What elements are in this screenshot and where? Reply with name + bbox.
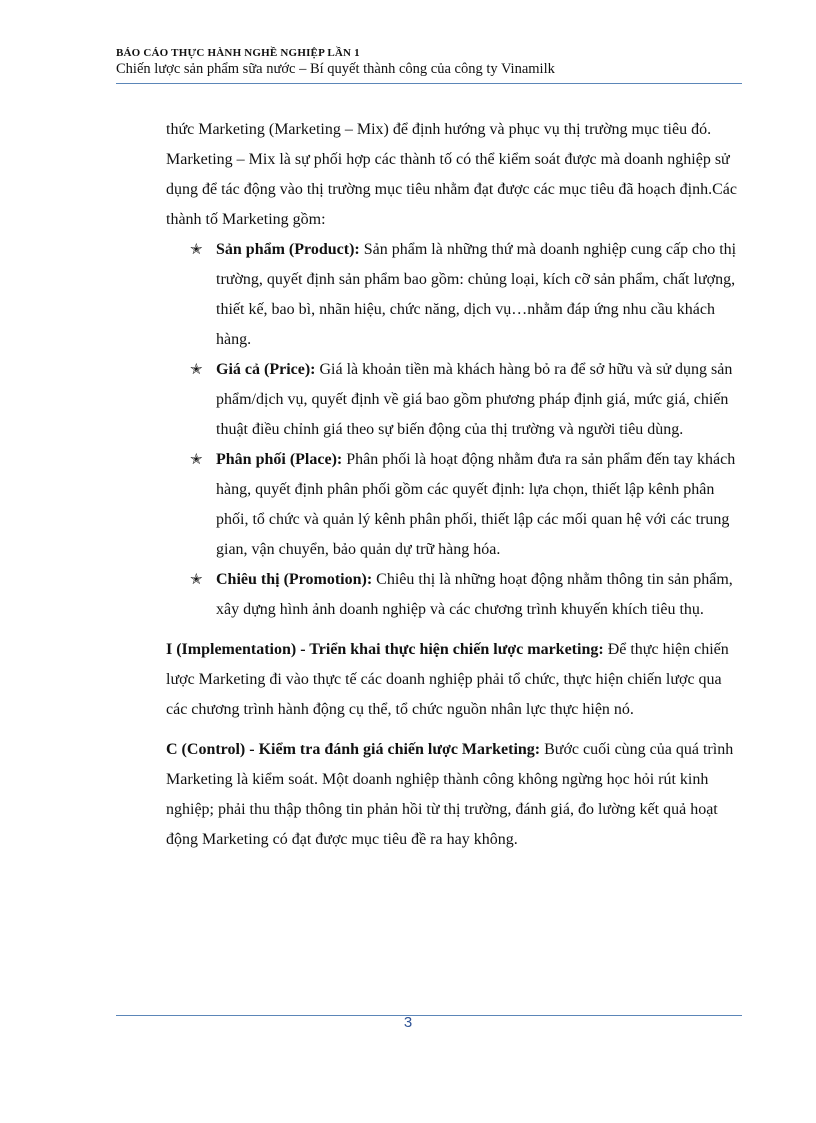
page-number: 3	[403, 1014, 413, 1031]
bullet-term: Giá cả (Price):	[216, 361, 316, 378]
intro-paragraph: thức Marketing (Marketing – Mix) để định hướng và phục vụ thị trường mục tiêu đó.	[166, 121, 712, 138]
list-item-price	[166, 355, 746, 445]
report-subtitle: Chiến lược sản phẩm sữa nước – Bí quyết thành công của công ty Vinamilk	[116, 61, 555, 77]
bullet-text: Sản phẩm là những thứ mà doanh nghiệp cung cấp cho thị trường, quyết định sản phẩm bao gồm: chủng loại, kích cỡ sản phẩm, chất lượng, thiết kế, bao bì, nhãn hiệu, chức năng, dịch vụ…nhằm đáp ứng nhu cầu khách hàng.	[216, 241, 737, 348]
bullet-term: Sản phẩm (Product):	[216, 241, 360, 258]
list-item-product	[166, 235, 746, 355]
header-divider	[116, 83, 742, 84]
bullet-text: Chiêu thị là những hoạt động nhằm thông tin sản phẩm, xây dựng hình ảnh doanh nghiệp và các chương trình khuyến khích tiêu thụ.	[216, 571, 733, 618]
control-term: C (Control) - Kiểm tra đánh giá chiến lược Marketing:	[166, 741, 541, 758]
implementation-paragraph	[166, 635, 746, 725]
implementation-term: I (Implementation) - Triển khai thực hiện chiến lược marketing:	[166, 641, 604, 658]
bullet-term: Chiêu thị (Promotion):	[216, 571, 373, 588]
report-title: BÁO CÁO THỰC HÀNH NGHỀ NGHIỆP LẦN 1	[116, 47, 360, 59]
bullet-text: Giá là khoản tiền mà khách hàng bỏ ra để sở hữu và sử dụng sản phẩm/dịch vụ, quyết định về giá bao gồm phương pháp định giá, mức giá, chiến thuật điều chỉnh giá theo sự biến động của thị trường và người tiêu dùng.	[216, 361, 733, 438]
bullet-term: Phân phối (Place):	[216, 451, 343, 468]
star-icon: ✭	[190, 452, 203, 468]
star-icon: ✭	[190, 242, 203, 258]
control-text: Bước cuối cùng của quá trình Marketing là kiểm soát. Một doanh nghiệp thành công không ngừng học hỏi rút kinh nghiệp; phải thu thập thông tin phản hồi từ thị trường, đánh giá, đo lường kết quả hoạt động Marketing có đạt được mục tiêu đề ra hay không.	[166, 741, 734, 848]
marketing-mix-paragraph: Marketing – Mix là sự phối hợp các thành tố có thể kiểm soát được mà doanh nghiệp sử dụng để tác động vào thị trường mục tiêu nhằm đạt được các mục tiêu đã hoạch định.Các thành tố Marketing gồm:	[166, 151, 737, 228]
star-icon: ✭	[190, 572, 203, 588]
list-item-place	[166, 445, 746, 565]
list-item-promotion	[166, 565, 746, 625]
page-header	[116, 46, 742, 78]
bullet-text: Phân phối là hoạt động nhằm đưa ra sản phẩm đến tay khách hàng, quyết định phân phối gồm các quyết định: lựa chọn, thiết lập kênh phân phối, tổ chức và quản lý kênh phân phối, thiết lập các mối quan hệ với các trung gian, vận chuyển, bảo quản dự trữ hàng hóa.	[216, 451, 736, 558]
marketing-mix-list	[166, 235, 746, 625]
star-icon: ✭	[190, 362, 203, 378]
control-paragraph	[166, 735, 746, 855]
implementation-text: Để thực hiện chiến lược Marketing đi vào thực tế các doanh nghiệp phải tổ chức, thực hiện chiến lược qua các chương trình hành động cụ thể, tổ chức nguồn nhân lực thực hiện nó.	[166, 641, 729, 718]
document-body	[166, 115, 746, 855]
